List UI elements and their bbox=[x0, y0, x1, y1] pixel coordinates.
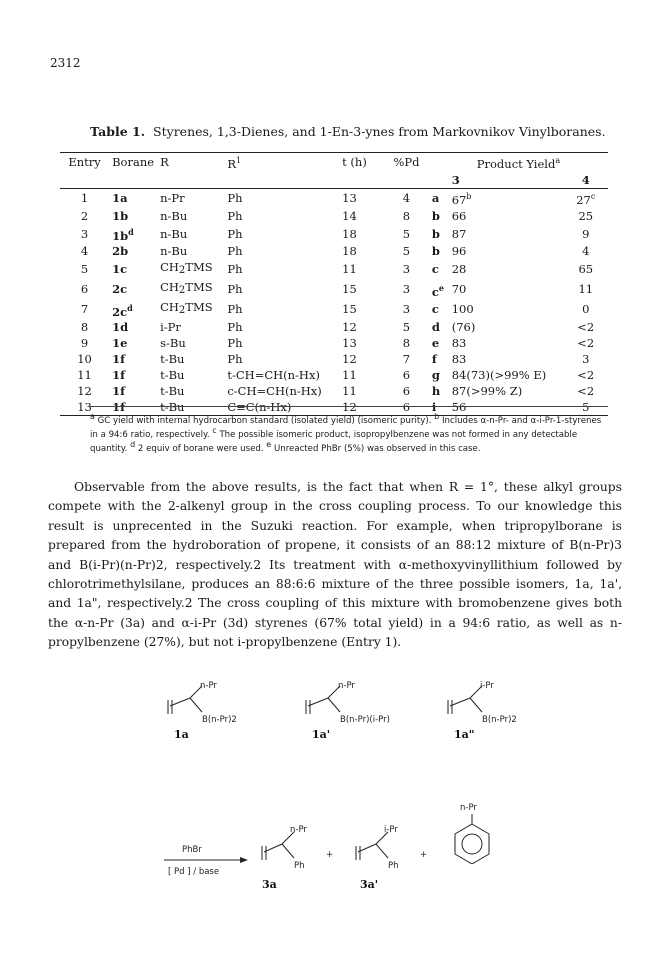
entry-cell: 1 bbox=[80, 191, 89, 206]
footnote-c: The possible isomeric product, isopropylbenzene was not formed in any detectable quantity. bbox=[90, 429, 578, 454]
table-row bbox=[60, 335, 608, 351]
table-caption bbox=[90, 124, 610, 139]
yield3-cell: 87(>99% Z) bbox=[451, 384, 523, 399]
product-cell: c bbox=[431, 262, 439, 277]
table-header-row bbox=[60, 153, 608, 172]
page-number: 2312 bbox=[50, 56, 81, 70]
paragraph-1: Observable from the above results, is the fact that when R = 1°, these alkyl groups compete with the 2-alkenyl group in the cross coupling process. To our knowledge this result is unprecented in the Suzuki reaction. For example, when tripropylborane is prepared from the hydroboration of propene, it consists of an 88:12 mixture of B(n-Pr)3 and B(i-Pr)(n-Pr)2, respectively.2 Its treatment with α-methoxyvinyllithium followed by chlorotrimethylsilane, produces an 88:6:6 mixture of the three possible isomers, 1a, 1a', and 1a", respectively.2 The cross coupling of this mixture with bromobenzene gives both the α-n-Pr (3a) and α-i-Pr (3d) styrenes (67% total yield) in a 94:6 ratio, as well as n-propylbenzene (27%), but not i-propylbenzene (Entry 1). bbox=[48, 480, 622, 650]
t-cell: 18 bbox=[342, 244, 357, 259]
borane-cell: $2c^d$ bbox=[112, 302, 133, 319]
yield4-cell: <2 bbox=[577, 368, 595, 383]
reagent-top: PhBr bbox=[182, 845, 202, 855]
pd-cell: 4 bbox=[402, 191, 411, 206]
header-r1: $R^1$ bbox=[227, 156, 242, 171]
r1-cell: Ph bbox=[227, 262, 243, 277]
reaction-arrow-block bbox=[160, 840, 250, 880]
r1-cell: Ph bbox=[227, 352, 243, 367]
yield4-cell: 11 bbox=[578, 282, 594, 297]
yield3-cell: 87 bbox=[451, 226, 467, 241]
table-row bbox=[60, 351, 608, 367]
s2-top-label: n-Pr bbox=[338, 681, 355, 691]
pd-cell: 7 bbox=[402, 352, 411, 367]
t-cell: 11 bbox=[342, 262, 357, 277]
entry-cell: 7 bbox=[80, 302, 89, 317]
header-borane: Borane bbox=[112, 155, 155, 170]
yield4-cell: <2 bbox=[577, 384, 595, 399]
pd-cell: 5 bbox=[402, 244, 411, 259]
r-cell: n-Bu bbox=[160, 244, 188, 259]
s1-top-label: n-Pr bbox=[200, 681, 217, 691]
entry-cell: 12 bbox=[77, 384, 92, 399]
yield4-cell: 3 bbox=[582, 352, 590, 367]
table-footnotes: $^a$ GC yield with internal hydrocarbon standard (isolated yield) (isomeric purity). $^b$ Includes α-n-Pr- and α-i-Pr-1-styrenes in a 94:6 ratio, respectively. $^c$ The possible isomeric product, isopropylbenzene was not formed in any detectable quantity. $^d$ 2 equiv of borane were used. $^e$ Unreacted PhBr (5%) was observed in this case. bbox=[90, 412, 602, 454]
s3-compound-label: 1a" bbox=[454, 728, 475, 740]
product-cell: i bbox=[431, 400, 437, 415]
r-cell: n-Bu bbox=[160, 226, 188, 241]
r-cell: n-Pr bbox=[160, 191, 185, 206]
yield4-cell: <2 bbox=[577, 320, 595, 335]
product-cell: c bbox=[431, 302, 439, 317]
structure-1a bbox=[160, 680, 270, 740]
product-cell: g bbox=[431, 368, 440, 383]
s1-boron-label: B(n-Pr)2 bbox=[202, 715, 237, 725]
table-label: Table 1. bbox=[90, 124, 146, 139]
t-cell: 12 bbox=[342, 400, 357, 415]
structure-1a-double-prime bbox=[440, 680, 550, 740]
table-subheader-row bbox=[60, 172, 608, 189]
entry-cell: 10 bbox=[77, 352, 92, 367]
r1-cell: Ph bbox=[227, 244, 243, 259]
s1-compound-label: 1a bbox=[174, 728, 189, 740]
entry-cell: 4 bbox=[80, 244, 89, 259]
entry-cell: 5 bbox=[80, 262, 89, 277]
table-row bbox=[60, 383, 608, 399]
header-product-yield: Product Yield$^a$ bbox=[476, 156, 561, 171]
p3-top-label: n-Pr bbox=[460, 803, 477, 813]
borane-cell: $1b^d$ bbox=[112, 226, 134, 243]
r-cell: t-Bu bbox=[160, 352, 185, 367]
results-table bbox=[60, 152, 608, 416]
body-text bbox=[48, 478, 622, 653]
borane-cell: 1f bbox=[112, 352, 126, 367]
r1-cell: Ph bbox=[227, 302, 243, 317]
pd-cell: 6 bbox=[402, 400, 411, 415]
p2-bottom-label: Ph bbox=[388, 861, 399, 871]
plus-sign-1 bbox=[324, 846, 336, 860]
entry-cell: 6 bbox=[80, 282, 89, 297]
table-row bbox=[60, 279, 608, 299]
borane-cell: 1b bbox=[112, 208, 129, 223]
borane-cell: 1a bbox=[112, 191, 128, 206]
header-t: t (h) bbox=[342, 155, 367, 170]
entry-cell: 2 bbox=[80, 208, 89, 223]
r1-cell: Ph bbox=[227, 282, 243, 297]
pd-cell: 3 bbox=[402, 282, 411, 297]
p1-top-label: n-Pr bbox=[290, 825, 307, 835]
t-cell: 11 bbox=[342, 368, 357, 383]
r1-cell: t-CH=CH(n-Hx) bbox=[227, 368, 320, 383]
yield3-cell: 66 bbox=[451, 208, 467, 223]
table-row bbox=[60, 319, 608, 335]
pd-cell: 6 bbox=[402, 368, 411, 383]
svg-text:+: + bbox=[420, 850, 428, 860]
pd-cell: 5 bbox=[402, 226, 411, 241]
yield3-cell: 67$^b$ bbox=[451, 191, 472, 207]
product-cell: a bbox=[431, 191, 440, 206]
t-cell: 15 bbox=[342, 282, 357, 297]
footnote-rule bbox=[90, 406, 608, 407]
footnote-d: 2 equiv of borane were used. bbox=[137, 443, 264, 454]
yield4-cell: 5 bbox=[582, 400, 590, 415]
t-cell: 12 bbox=[342, 352, 357, 367]
r-cell: CH2TMS bbox=[160, 280, 213, 297]
footnote-e: Unreacted PhBr (5%) was observed in this case. bbox=[273, 443, 481, 454]
borane-cell: 1f bbox=[112, 368, 126, 383]
yield4-cell: 0 bbox=[582, 302, 590, 317]
p2-compound-label: 3a' bbox=[360, 878, 379, 891]
t-cell: 18 bbox=[342, 226, 357, 241]
yield3-cell: 83 bbox=[451, 352, 467, 367]
borane-cell: 1e bbox=[112, 336, 128, 351]
footnote-b: Includes α-n-Pr- and α-i-Pr-1-styrenes in a 94:6 ratio, respectively. bbox=[90, 415, 602, 440]
r-cell: CH2TMS bbox=[160, 300, 213, 317]
t-cell: 15 bbox=[342, 302, 357, 317]
r-cell: i-Pr bbox=[160, 320, 181, 335]
s2-compound-label: 1a' bbox=[312, 728, 331, 740]
yield4-cell: 25 bbox=[578, 208, 594, 223]
pd-cell: 5 bbox=[402, 320, 411, 335]
pd-cell: 3 bbox=[402, 302, 411, 317]
header-entry: Entry bbox=[68, 155, 101, 170]
table-row bbox=[60, 188, 608, 207]
s3-boron-label: B(n-Pr)2 bbox=[482, 715, 517, 725]
product-cell: b bbox=[431, 226, 440, 241]
yield3-cell: 96 bbox=[451, 244, 467, 259]
reagent-bottom: [ Pd ] / base bbox=[168, 867, 220, 877]
footnote-a: GC yield with internal hydrocarbon standard (isolated yield) (isomeric purity). bbox=[97, 415, 432, 426]
entry-cell: 3 bbox=[80, 226, 89, 241]
r1-cell: C≡C(n-Hx) bbox=[227, 400, 292, 415]
r1-cell: c-CH=CH(n-Hx) bbox=[227, 384, 322, 399]
pd-cell: 8 bbox=[402, 208, 411, 223]
r-cell: t-Bu bbox=[160, 368, 185, 383]
product-cell: h bbox=[431, 384, 441, 399]
svg-text:+: + bbox=[326, 850, 334, 860]
entry-cell: 8 bbox=[80, 320, 89, 335]
header-r: R bbox=[160, 155, 169, 170]
table-row bbox=[60, 243, 608, 259]
plus-sign-2 bbox=[418, 846, 430, 860]
yield4-cell: 27$^c$ bbox=[576, 191, 596, 207]
r-cell: n-Bu bbox=[160, 208, 188, 223]
table-row bbox=[60, 208, 608, 224]
borane-cell: 1f bbox=[112, 400, 126, 415]
p1-bottom-label: Ph bbox=[294, 861, 305, 871]
product-cell: $c^e$ bbox=[431, 282, 444, 299]
yield3-cell: 83 bbox=[451, 336, 467, 351]
table-row bbox=[60, 367, 608, 383]
product-cell: f bbox=[431, 352, 437, 367]
yield3-cell: 56 bbox=[451, 400, 467, 415]
header-col4: 4 bbox=[581, 172, 590, 187]
r1-cell: Ph bbox=[227, 208, 243, 223]
p2-top-label: i-Pr bbox=[384, 825, 398, 835]
borane-cell: 2b bbox=[112, 244, 129, 259]
entry-cell: 13 bbox=[77, 400, 92, 415]
product-cell: b bbox=[431, 208, 440, 223]
r1-cell: Ph bbox=[227, 336, 243, 351]
product-cell: b bbox=[431, 244, 440, 259]
r1-cell: Ph bbox=[227, 320, 243, 335]
t-cell: 14 bbox=[342, 208, 357, 223]
yield3-cell: 28 bbox=[451, 262, 467, 277]
structure-3a bbox=[258, 822, 328, 892]
r-cell: CH2TMS bbox=[160, 260, 213, 277]
t-cell: 11 bbox=[342, 384, 357, 399]
header-pd: %Pd bbox=[393, 155, 420, 170]
t-cell: 13 bbox=[342, 191, 357, 206]
yield4-cell: 9 bbox=[582, 226, 590, 241]
entry-cell: 9 bbox=[80, 336, 89, 351]
product-cell: e bbox=[431, 336, 440, 351]
table-caption-text: Styrenes, 1,3-Dienes, and 1-En-3-ynes from Markovnikov Vinylboranes. bbox=[153, 124, 606, 139]
pd-cell: 6 bbox=[402, 384, 411, 399]
header-col3: 3 bbox=[451, 172, 460, 187]
yield4-cell: 4 bbox=[582, 244, 590, 259]
table-row bbox=[60, 299, 608, 319]
r-cell: s-Bu bbox=[160, 336, 186, 351]
r-cell: t-Bu bbox=[160, 400, 185, 415]
s2-boron-label: B(n-Pr)(i-Pr) bbox=[340, 715, 390, 725]
borane-cell: 1c bbox=[112, 262, 128, 277]
table-row bbox=[60, 259, 608, 279]
structure-n-propylbenzene bbox=[442, 800, 512, 864]
structure-3a-prime bbox=[352, 822, 422, 892]
t-cell: 13 bbox=[342, 336, 357, 351]
r1-cell: Ph bbox=[227, 226, 243, 241]
entry-cell: 11 bbox=[77, 368, 92, 383]
yield4-cell: <2 bbox=[577, 336, 595, 351]
r1-cell: Ph bbox=[227, 191, 243, 206]
table-row bbox=[60, 224, 608, 244]
r-cell: t-Bu bbox=[160, 384, 185, 399]
yield3-cell: (76) bbox=[451, 320, 476, 335]
t-cell: 12 bbox=[342, 320, 357, 335]
yield3-cell: 70 bbox=[451, 282, 467, 297]
yield4-cell: 65 bbox=[578, 262, 594, 277]
product-cell: d bbox=[431, 320, 440, 335]
pd-cell: 8 bbox=[402, 336, 411, 351]
borane-cell: 2c bbox=[112, 282, 128, 297]
yield3-cell: 100 bbox=[451, 302, 474, 317]
borane-cell: 1f bbox=[112, 384, 126, 399]
s3-top-label: i-Pr bbox=[480, 681, 494, 691]
pd-cell: 3 bbox=[402, 262, 411, 277]
borane-cell: 1d bbox=[112, 320, 129, 335]
p1-compound-label: 3a bbox=[262, 878, 277, 891]
yield3-cell: 84(73)(>99% E) bbox=[451, 368, 547, 383]
structure-1a-prime bbox=[298, 680, 418, 740]
